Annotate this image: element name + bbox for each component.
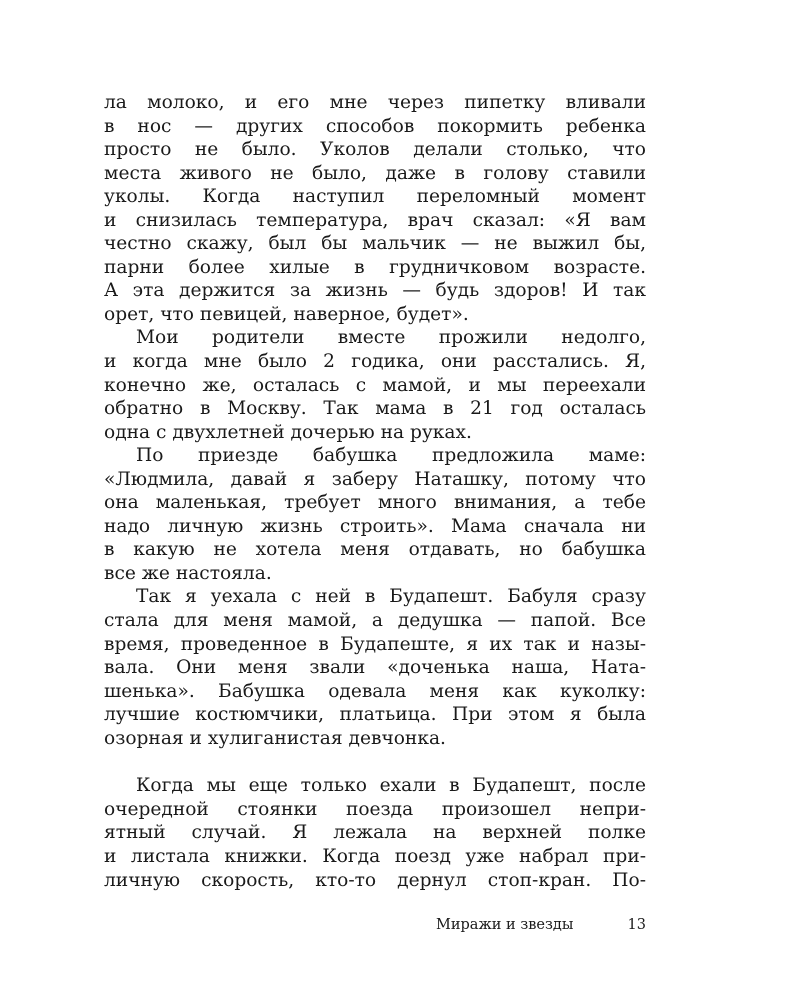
paragraph-3 (104, 444, 646, 585)
text-line: вала. Они меня звали «доченька наша, Ната- (104, 657, 646, 679)
text-line: в какую не хотела меня отдавать, но бабушка (104, 539, 646, 561)
text-line: надо личную жизнь строить». Мама сначала ни (104, 515, 646, 537)
running-title: Миражи и звезды (436, 917, 574, 933)
text-line: лучшие костюмчики, платьица. При этом я была (104, 704, 646, 726)
text-line: ла молоко, и его мне через пипетку вливали (104, 92, 646, 113)
text-line: парни более хилые в грудничковом возрасте. (104, 256, 646, 278)
text-line: она маленькая, требует много внимания, а тебе (104, 492, 646, 514)
body-text (104, 91, 646, 892)
text-line: честно скажу, был бы мальчик — не выжил бы, (104, 233, 646, 255)
text-line: А эта держится за жизнь — будь здоров! И так (104, 280, 646, 302)
page-footer (420, 915, 646, 937)
paragraph-4 (104, 585, 646, 750)
text-line: озорная и хулиганистая девчонка. (104, 727, 446, 749)
text-line: орет, что певицей, наверное, будет». (104, 303, 469, 325)
text-line: места живого не было, даже в голову ставили (104, 162, 646, 184)
text-line: и когда мне было 2 годика, они расстались. Я, (104, 351, 646, 373)
paragraph-5 (104, 774, 646, 892)
paragraph-2 (104, 326, 646, 444)
text-line: По приезде бабушка предложила маме: (136, 445, 646, 467)
text-line: обратно в Москву. Так мама в 21 год осталась (104, 398, 646, 420)
text-line: шенька». Бабушка одевала меня как куколку: (104, 680, 646, 702)
text-line: в нос — других способов покормить ребенка (104, 115, 646, 137)
text-line: конечно же, осталась с мамой, и мы переехали (104, 374, 646, 396)
text-line: и снизилась температура, врач сказал: «Я вам (104, 209, 646, 231)
text-line: «Людмила, давай я заберу Наташку, потому что (104, 468, 646, 490)
text-line: личную скорость, кто-то дернул стоп-кран. По- (104, 869, 646, 891)
text-line: и листала книжки. Когда поезд уже набрал при- (104, 845, 646, 867)
text-line: ятный случай. Я лежала на верхней полке (104, 822, 646, 844)
text-line: одна с двухлетней дочерью на руках. (104, 421, 472, 443)
text-line: время, проведенное в Будапеште, я их так и назы- (104, 633, 646, 655)
text-line: уколы. Когда наступил переломный момент (104, 186, 646, 208)
text-line: все же настояла. (104, 562, 272, 584)
paragraph-1 (104, 91, 646, 326)
text-line: Когда мы еще только ехали в Будапешт, после (136, 775, 646, 797)
page-number: 13 (627, 917, 646, 933)
text-line: Так я уехала с ней в Будапешт. Бабуля сразу (136, 586, 646, 608)
text-line: Мои родители вместе прожили недолго, (136, 327, 646, 349)
text-line: просто не было. Уколов делали столько, что (104, 139, 646, 161)
section-break (104, 750, 646, 774)
text-line: стала для меня мамой, а дедушка — папой. Все (104, 610, 646, 632)
text-line: очередной стоянки поезда произошел непри- (104, 798, 646, 820)
